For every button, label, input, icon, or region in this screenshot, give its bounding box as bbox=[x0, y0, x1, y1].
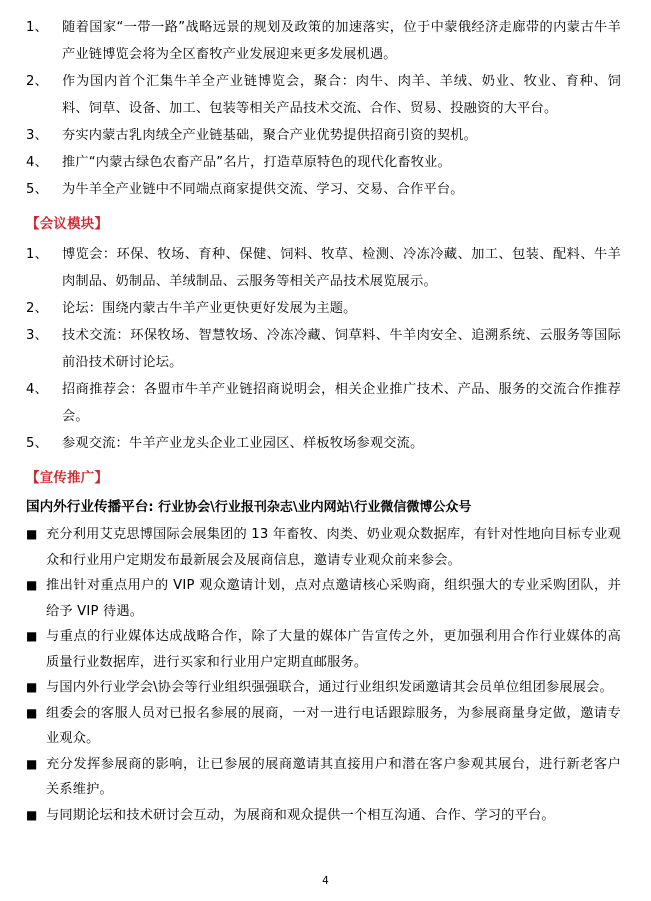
list-item-text: 为牛羊全产业链中不同端点商家提供交流、学习、交易、合作平台。 bbox=[62, 182, 464, 197]
promotion-platform-title-main: 国内外行业传播平台 bbox=[26, 499, 149, 515]
list-item-marker: 2、 bbox=[26, 74, 48, 89]
square-bullet-icon: ■ bbox=[26, 680, 38, 694]
intro-list bbox=[26, 14, 621, 203]
list-item-text: 博览会：环保、牧场、育种、保健、饲料、牧草、检测、冷冻冷藏、加工、包装、配料、牛羊肉制品、奶制品、羊绒制品、云服务等相关产品技术展览展示。 bbox=[62, 247, 621, 289]
list-item-marker: 1、 bbox=[26, 247, 48, 262]
list-item-text: 夯实内蒙古乳肉绒全产业链基础，聚合产业优势提供招商引资的契机。 bbox=[62, 128, 478, 143]
list-item-text: 技术交流：环保牧场、智慧牧场、冷冻冷藏、饲草料、牛羊肉安全、追溯系统、云服务等国际前沿技术研讨论坛。 bbox=[62, 328, 621, 370]
section-heading-promotion: 【宣传推广】 bbox=[26, 471, 109, 486]
list-item bbox=[26, 803, 621, 829]
list-item bbox=[26, 701, 621, 752]
square-bullet-icon: ■ bbox=[26, 527, 38, 541]
list-item-text: 推出针对重点用户的 VIP 观众邀请计划，点对点邀请核心采购商，组织强大的专业采购团队，并给予 VIP 待遇。 bbox=[46, 578, 621, 619]
list-item bbox=[26, 149, 621, 176]
square-bullet-icon: ■ bbox=[26, 807, 38, 822]
list-item-text: 作为国内首个汇集牛羊全产业链博览会，聚合：肉牛、肉羊、羊绒、奶业、牧业、育种、饲料、饲草、设备、加工、包装等相关产品技术交流、合作、贸易、投融资的大平台。 bbox=[62, 74, 621, 116]
list-item-text: 充分利用艾克思博国际会展集团的 13 年畜牧、肉类、奶业观众数据库，有针对性地向目标专业观众和行业用户定期发布最新展会及展商信息，邀请专业观众前来参会。 bbox=[46, 527, 621, 568]
list-item bbox=[26, 522, 621, 573]
list-item-marker: 5、 bbox=[26, 436, 48, 451]
square-bullet-icon: ■ bbox=[26, 578, 38, 592]
list-item bbox=[26, 430, 621, 457]
list-item bbox=[26, 176, 621, 203]
list-item-marker: 4、 bbox=[26, 382, 48, 397]
list-item-text: 论坛：围绕内蒙古牛羊产业更快更好发展为主题。 bbox=[62, 301, 357, 316]
list-item bbox=[26, 675, 621, 701]
list-item-marker: 4、 bbox=[26, 155, 48, 170]
square-bullet-icon: ■ bbox=[26, 629, 38, 643]
promotion-platform-title bbox=[26, 495, 621, 520]
list-item-marker: 1、 bbox=[26, 20, 48, 35]
list-item-text: 组委会的客服人员对已报名参展的展商，一对一进行电话跟踪服务，为参展商量身定做，邀请专业观众。 bbox=[46, 705, 621, 746]
list-item bbox=[26, 322, 621, 376]
list-item bbox=[26, 624, 621, 675]
list-item bbox=[26, 68, 621, 122]
list-item-text: 参观交流：牛羊产业龙头企业工业园区、样板牧场参观交流。 bbox=[62, 436, 424, 451]
list-item-text: 充分发挥参展商的影响，让已参展的展商邀请其直接用户和潜在客户参观其展台，进行新老客户关系维护。 bbox=[46, 756, 621, 797]
list-item bbox=[26, 14, 621, 68]
list-item-text: 招商推荐会：各盟市牛羊产业链招商说明会，相关企业推广技术、产品、服务的交流合作推荐会。 bbox=[62, 382, 621, 424]
list-item bbox=[26, 241, 621, 295]
page-number: 4 bbox=[322, 875, 329, 887]
list-item-text: 推广“内蒙古绿色农畜产品”名片，打造草原特色的现代化畜牧业。 bbox=[62, 155, 451, 170]
promotion-platform-title-sub: : 行业协会\行业报刊杂志\业内网站\行业微信微博公众号 bbox=[148, 500, 472, 515]
list-item-marker: 3、 bbox=[26, 128, 48, 143]
list-item-text: 与国内外行业学会\协会等行业组织强强联合，通过行业组织发函邀请其会员单位组团参展展会。 bbox=[46, 680, 613, 695]
list-item bbox=[26, 573, 621, 624]
list-item-marker: 2、 bbox=[26, 301, 48, 316]
square-bullet-icon: ■ bbox=[26, 705, 38, 720]
meeting-module-list bbox=[26, 241, 621, 457]
list-item-text: 与同期论坛和技术研讨会互动，为展商和观众提供一个相互沟通、合作、学习的平台。 bbox=[46, 807, 555, 823]
list-item bbox=[26, 295, 621, 322]
list-item-text: 与重点的行业媒体达成战略合作，除了大量的媒体广告宣传之外，更加强利用合作行业媒体的高质量行业数据库，进行买家和行业用户定期直邮服务。 bbox=[46, 629, 621, 670]
list-item bbox=[26, 752, 621, 803]
list-item bbox=[26, 376, 621, 430]
list-item-marker: 5、 bbox=[26, 182, 48, 197]
list-item bbox=[26, 122, 621, 149]
list-item-marker: 3、 bbox=[26, 328, 48, 343]
promotion-bullet-list bbox=[26, 522, 621, 828]
square-bullet-icon: ■ bbox=[26, 756, 38, 771]
section-heading-meeting-module: 【会议模块】 bbox=[26, 217, 109, 232]
list-item-text: 随着国家“一带一路”战略远景的规划及政策的加速落实，位于中蒙俄经济走廊带的内蒙古牛羊产业链博览会将为全区畜牧产业发展迎来更多发展机遇。 bbox=[62, 20, 621, 62]
